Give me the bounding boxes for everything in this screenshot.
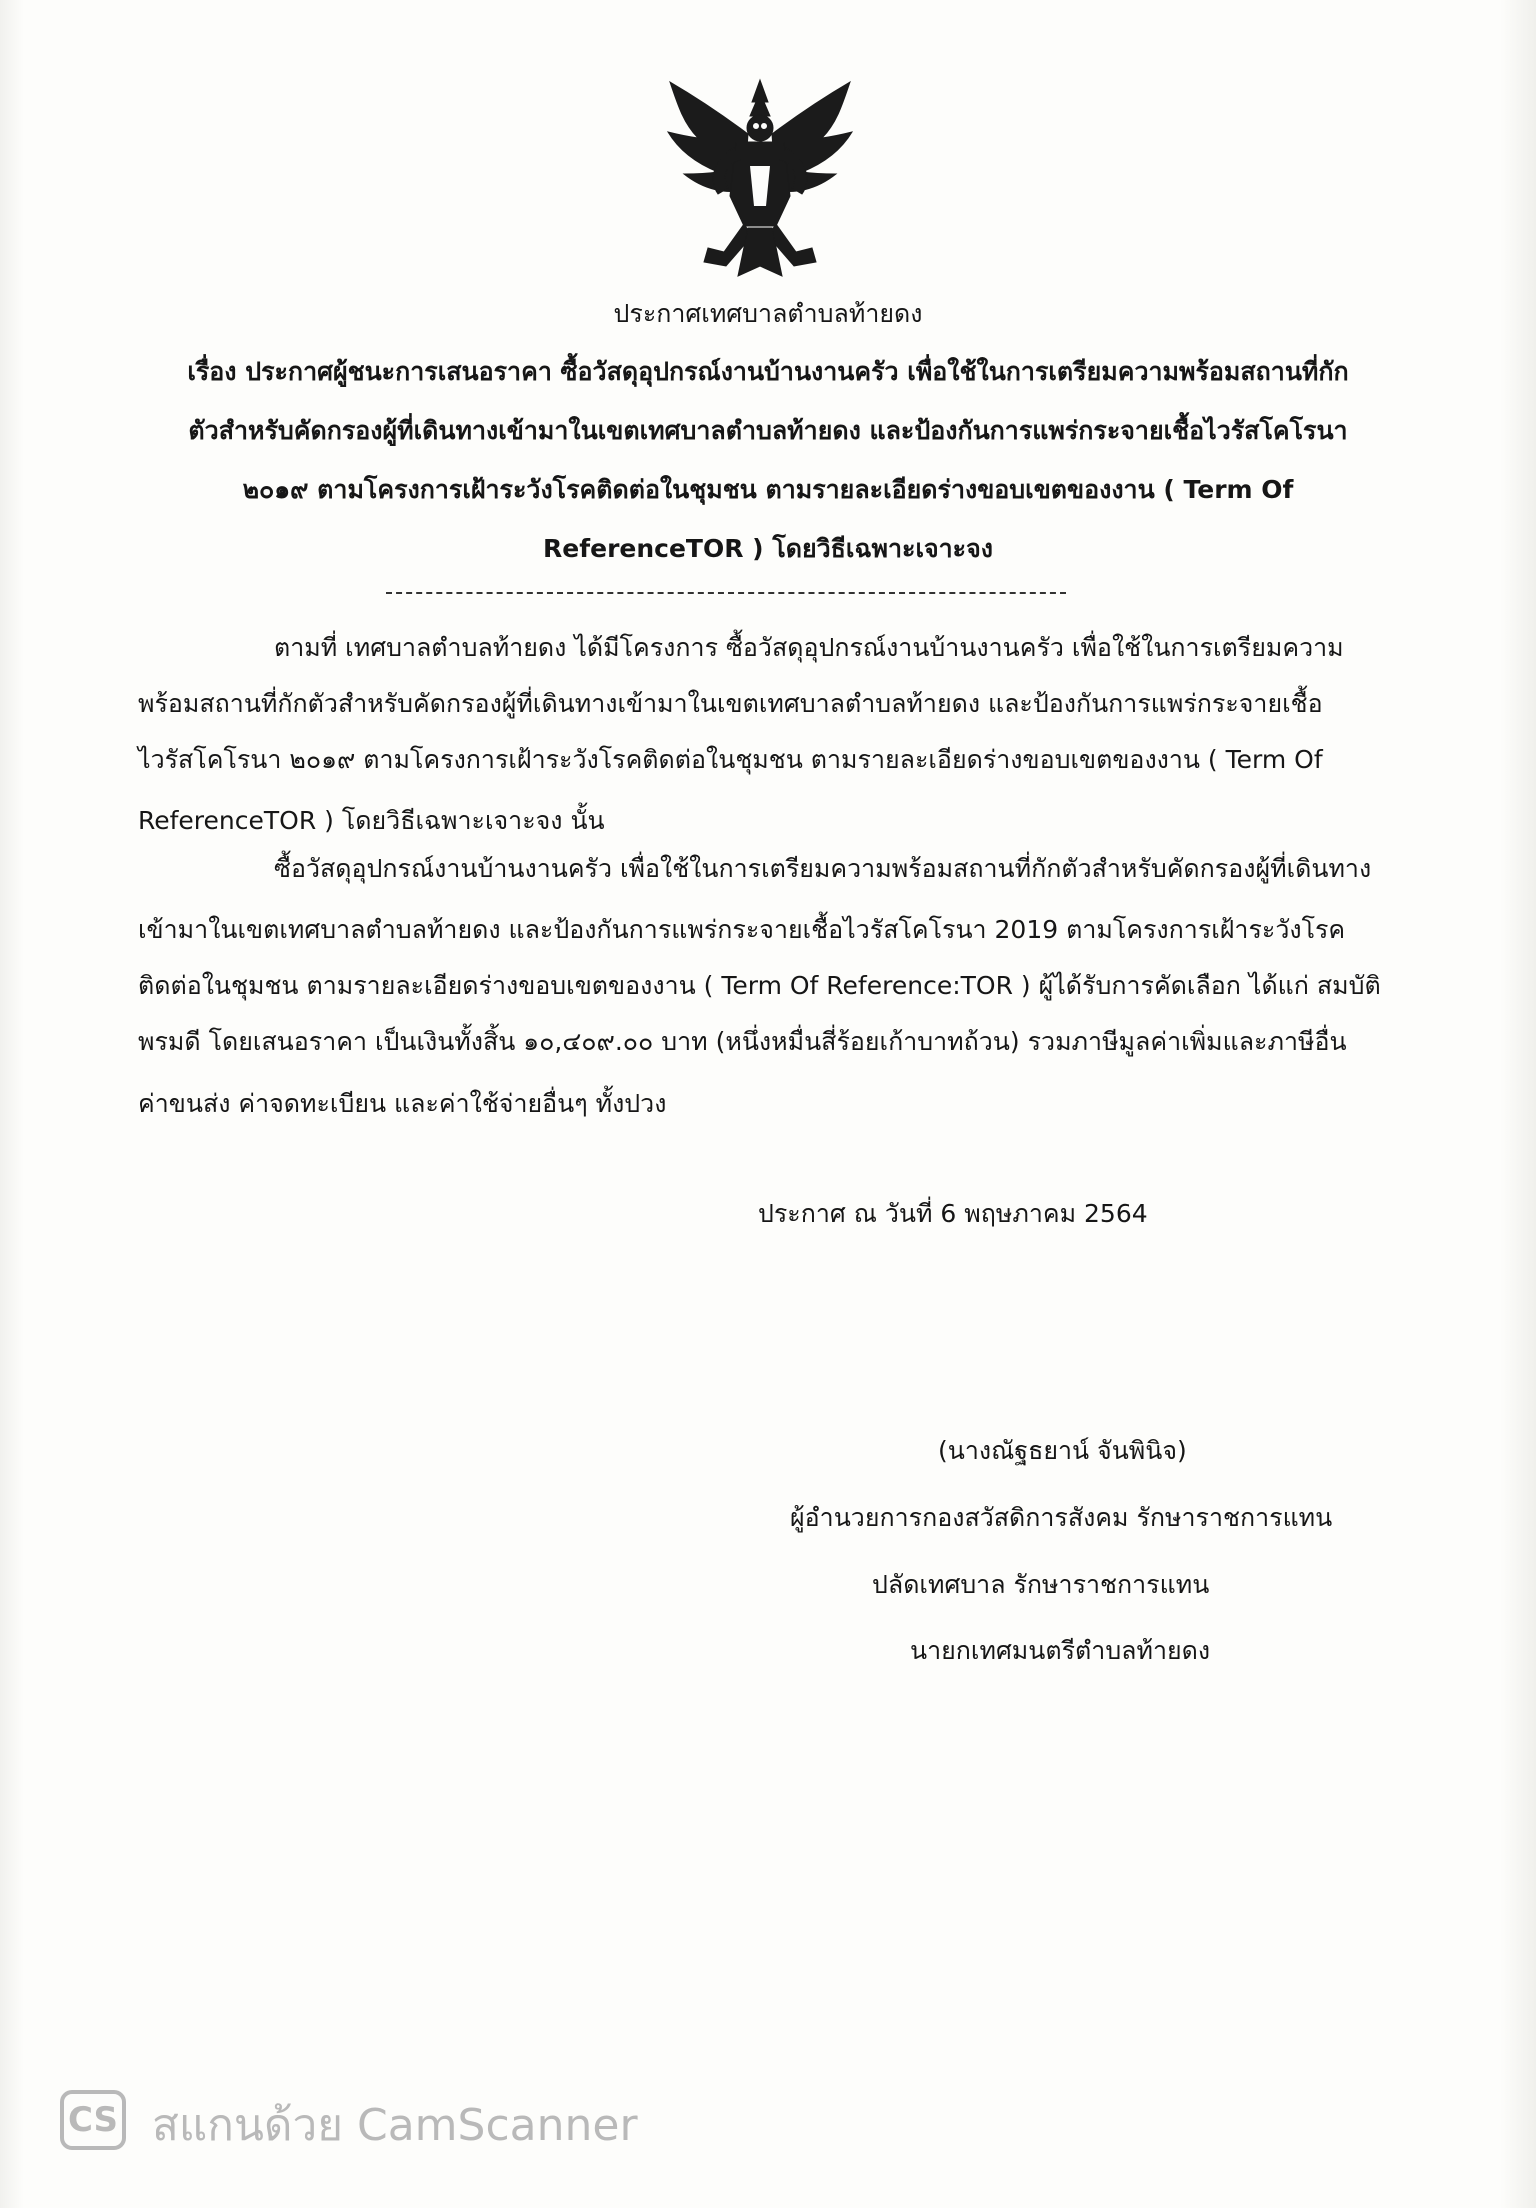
signatory-position-3: นายกเทศมนตรีตำบลท้ายดง xyxy=(910,1636,1211,1665)
subject-line-3: ๒๐๑๙ ตามโครงการเฝ้าระวังโรคติดต่อในชุมชน ตามรายละเอียดร่างขอบเขตของงาน ( Term Of xyxy=(242,475,1294,504)
divider-line xyxy=(386,592,1066,594)
paragraph2-line-5: ค่าขนส่ง ค่าจดทะเบียน และค่าใช้จ่ายอื่นๆ ทั้งปวง xyxy=(138,1089,667,1118)
paragraph2-line-3: ติดต่อในชุมชน ตามรายละเอียดร่างขอบเขตของงาน ( Term Of Reference:TOR ) ผู้ได้รับการคัดเลือก ได้แก่ สมบัติ xyxy=(138,971,1381,1000)
paragraph2-line-4: พรมดี โดยเสนอราคา เป็นเงินทั้งสิ้น ๑๐,๔๐๙.๐๐ บาท (หนึ่งหมื่นสี่ร้อยเก้าบาทถ้วน) รวมภาษีมูลค่าเพิ่มและภาษีอื่น xyxy=(138,1027,1347,1056)
announce-date: ประกาศ ณ วันที่ 6 พฤษภาคม 2564 xyxy=(758,1199,1148,1228)
paragraph1-line-2: พร้อมสถานที่กักตัวสำหรับคัดกรองผู้ที่เดินทางเข้ามาในเขตเทศบาลตำบลท้ายดง และป้องกันการแพร่กระจายเชื้อ xyxy=(138,689,1323,718)
signatory-position-2: ปลัดเทศบาล รักษาราชการแทน xyxy=(872,1570,1210,1599)
camscanner-watermark: สแกนด้วย CamScanner xyxy=(152,2100,638,2151)
camscanner-logo: CS xyxy=(60,2090,126,2150)
subject-line-2: ตัวสำหรับคัดกรองผู้ที่เดินทางเข้ามาในเขตเทศบาลตำบลท้ายดง และป้องกันการแพร่กระจายเชื้อไวรัสโคโรนา xyxy=(188,416,1348,445)
subject-line-4: ReferenceTOR ) โดยวิธีเฉพาะเจาะจง xyxy=(543,534,993,563)
garuda-emblem-icon xyxy=(664,76,856,282)
signatory-position-1: ผู้อำนวยการกองสวัสดิการสังคม รักษาราชการแทน xyxy=(790,1503,1333,1532)
paragraph2-line-1: ซื้อวัสดุอุปกรณ์งานบ้านงานครัว เพื่อใช้ในการเตรียมความพร้อมสถานที่กักตัวสำหรับคัดกรองผู้ที่เดินทาง xyxy=(274,854,1372,883)
paragraph1-line-4: ReferenceTOR ) โดยวิธีเฉพาะเจาะจง นั้น xyxy=(138,806,605,835)
subject-line-1: เรื่อง ประกาศผู้ชนะการเสนอราคา ซื้อวัสดุอุปกรณ์งานบ้านงานครัว เพื่อใช้ในการเตรียมความพร้อมสถานที่กัก xyxy=(187,357,1349,386)
paragraph1-line-1: ตามที่ เทศบาลตำบลท้ายดง ได้มีโครงการ ซื้อวัสดุอุปกรณ์งานบ้านงานครัว เพื่อใช้ในการเตรียมความ xyxy=(274,633,1344,662)
document-title: ประกาศเทศบาลตำบลท้ายดง xyxy=(613,299,923,328)
signatory-name: (นางณัฐธยาน์ จันพินิจ) xyxy=(938,1436,1187,1465)
paragraph2-line-2: เข้ามาในเขตเทศบาลตำบลท้ายดง และป้องกันการแพร่กระจายเชื้อไวรัสโคโรนา 2019 ตามโครงการเฝ้าระวังโรค xyxy=(138,915,1346,944)
paragraph1-line-3: ไวรัสโคโรนา ๒๐๑๙ ตามโครงการเฝ้าระวังโรคติดต่อในชุมชน ตามรายละเอียดร่างขอบเขตของงาน ( Term Of xyxy=(138,745,1323,774)
